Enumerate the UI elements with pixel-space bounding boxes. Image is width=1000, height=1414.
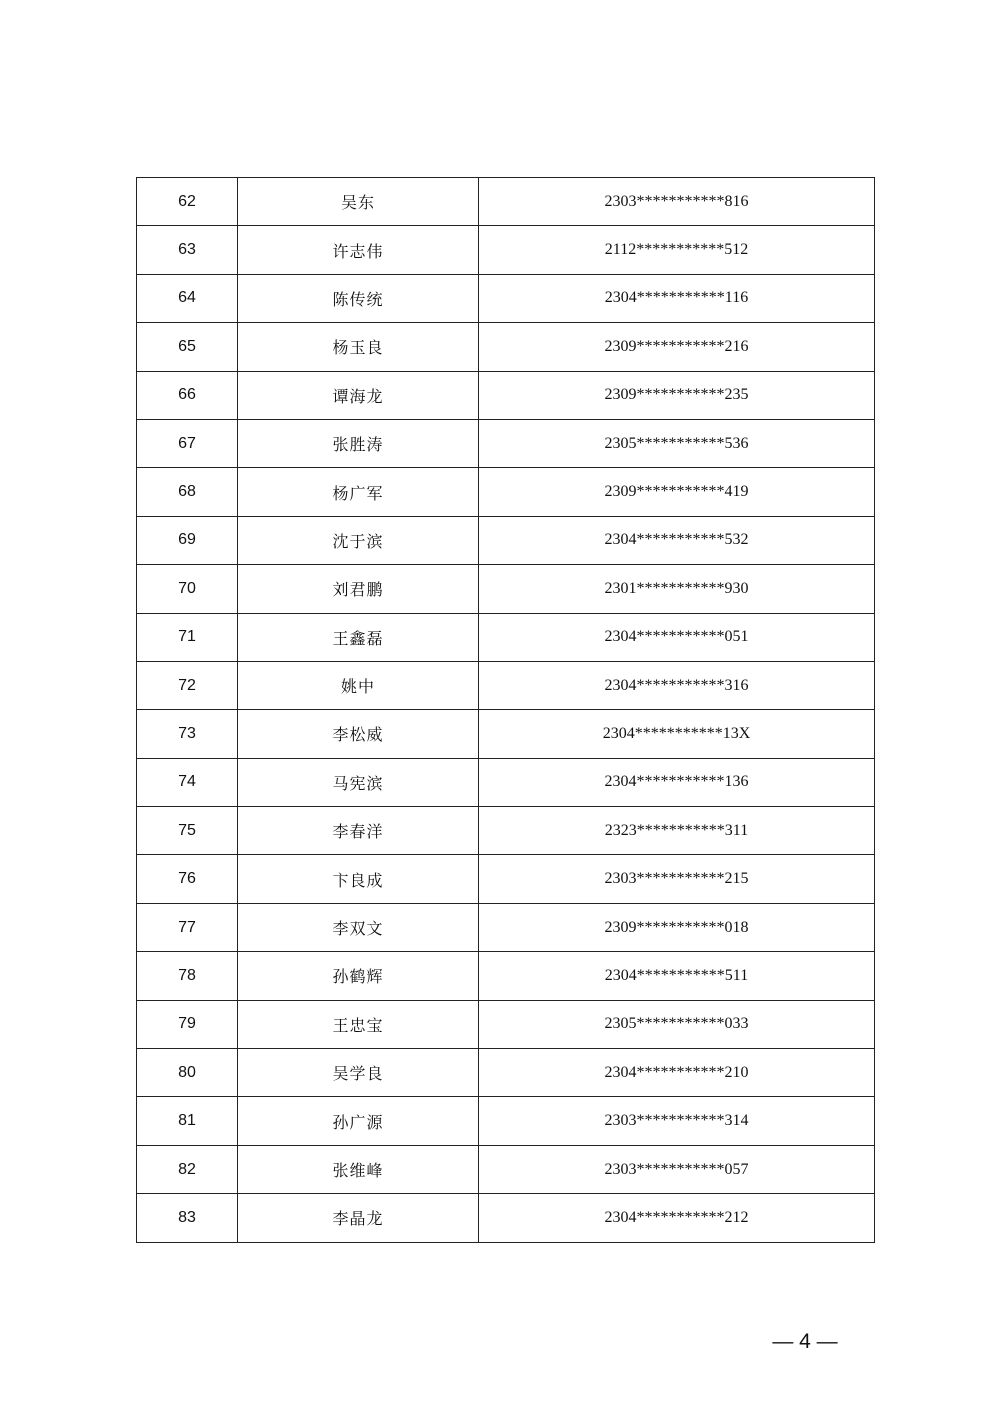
id-number-cell: 2323***********311 [479, 807, 875, 855]
row-number-cell: 67 [137, 419, 238, 467]
row-number-cell: 74 [137, 758, 238, 806]
id-number-cell: 2303***********057 [479, 1145, 875, 1193]
id-number-cell: 2305***********536 [479, 419, 875, 467]
id-number-cell: 2304***********511 [479, 952, 875, 1000]
table-row [137, 516, 875, 564]
id-number-cell: 2303***********816 [479, 178, 875, 226]
id-number-cell: 2304***********051 [479, 613, 875, 661]
table-row [137, 419, 875, 467]
id-number-cell: 2303***********314 [479, 1097, 875, 1145]
row-number-cell: 68 [137, 468, 238, 516]
table-row [137, 855, 875, 903]
table-row [137, 710, 875, 758]
table-row [137, 323, 875, 371]
name-cell: 吴学良 [238, 1049, 479, 1097]
table-row [137, 1145, 875, 1193]
id-number-cell: 2304***********212 [479, 1194, 875, 1242]
name-cell: 杨玉良 [238, 323, 479, 371]
row-number-cell: 79 [137, 1000, 238, 1048]
row-number-cell: 83 [137, 1194, 238, 1242]
row-number-cell: 69 [137, 516, 238, 564]
page-number: — 4 — [772, 1330, 838, 1353]
name-cell: 杨广军 [238, 468, 479, 516]
row-number-cell: 62 [137, 178, 238, 226]
id-number-cell: 2304***********210 [479, 1049, 875, 1097]
row-number-cell: 70 [137, 565, 238, 613]
row-number-cell: 76 [137, 855, 238, 903]
name-cell: 刘君鹏 [238, 565, 479, 613]
id-number-cell: 2304***********136 [479, 758, 875, 806]
name-cell: 沈于滨 [238, 516, 479, 564]
id-number-cell: 2304***********532 [479, 516, 875, 564]
table-row [137, 468, 875, 516]
table-row [137, 565, 875, 613]
id-number-cell: 2305***********033 [479, 1000, 875, 1048]
row-number-cell: 80 [137, 1049, 238, 1097]
row-number-cell: 64 [137, 274, 238, 322]
row-number-cell: 71 [137, 613, 238, 661]
table-row [137, 661, 875, 709]
name-cell: 张胜涛 [238, 419, 479, 467]
table-row [137, 807, 875, 855]
table-row [137, 1194, 875, 1242]
table-row [137, 903, 875, 951]
id-number-cell: 2303***********215 [479, 855, 875, 903]
table-row [137, 178, 875, 226]
table-row [137, 274, 875, 322]
id-number-cell: 2309***********235 [479, 371, 875, 419]
name-cell: 姚中 [238, 661, 479, 709]
table-row [137, 226, 875, 274]
id-number-cell: 2309***********216 [479, 323, 875, 371]
table-row [137, 1097, 875, 1145]
id-number-cell: 2304***********116 [479, 274, 875, 322]
row-number-cell: 66 [137, 371, 238, 419]
name-cell: 张维峰 [238, 1145, 479, 1193]
table-row [137, 952, 875, 1000]
name-cell: 陈传统 [238, 274, 479, 322]
roster-table [136, 177, 875, 1243]
roster-table-body [137, 178, 875, 1243]
id-number-cell: 2304***********316 [479, 661, 875, 709]
id-number-cell: 2301***********930 [479, 565, 875, 613]
row-number-cell: 82 [137, 1145, 238, 1193]
row-number-cell: 65 [137, 323, 238, 371]
name-cell: 谭海龙 [238, 371, 479, 419]
table-row [137, 1000, 875, 1048]
table-row [137, 371, 875, 419]
row-number-cell: 73 [137, 710, 238, 758]
name-cell: 李晶龙 [238, 1194, 479, 1242]
table-row [137, 613, 875, 661]
name-cell: 王忠宝 [238, 1000, 479, 1048]
name-cell: 吴东 [238, 178, 479, 226]
row-number-cell: 72 [137, 661, 238, 709]
name-cell: 孙广源 [238, 1097, 479, 1145]
table-row [137, 758, 875, 806]
name-cell: 孙鹤辉 [238, 952, 479, 1000]
id-number-cell: 2112***********512 [479, 226, 875, 274]
row-number-cell: 75 [137, 807, 238, 855]
name-cell: 李春洋 [238, 807, 479, 855]
row-number-cell: 77 [137, 903, 238, 951]
id-number-cell: 2309***********419 [479, 468, 875, 516]
name-cell: 卞良成 [238, 855, 479, 903]
id-number-cell: 2309***********018 [479, 903, 875, 951]
name-cell: 许志伟 [238, 226, 479, 274]
row-number-cell: 63 [137, 226, 238, 274]
name-cell: 李松威 [238, 710, 479, 758]
row-number-cell: 78 [137, 952, 238, 1000]
table-row [137, 1049, 875, 1097]
name-cell: 王鑫磊 [238, 613, 479, 661]
row-number-cell: 81 [137, 1097, 238, 1145]
id-number-cell: 2304***********13X [479, 710, 875, 758]
name-cell: 李双文 [238, 903, 479, 951]
name-cell: 马宪滨 [238, 758, 479, 806]
